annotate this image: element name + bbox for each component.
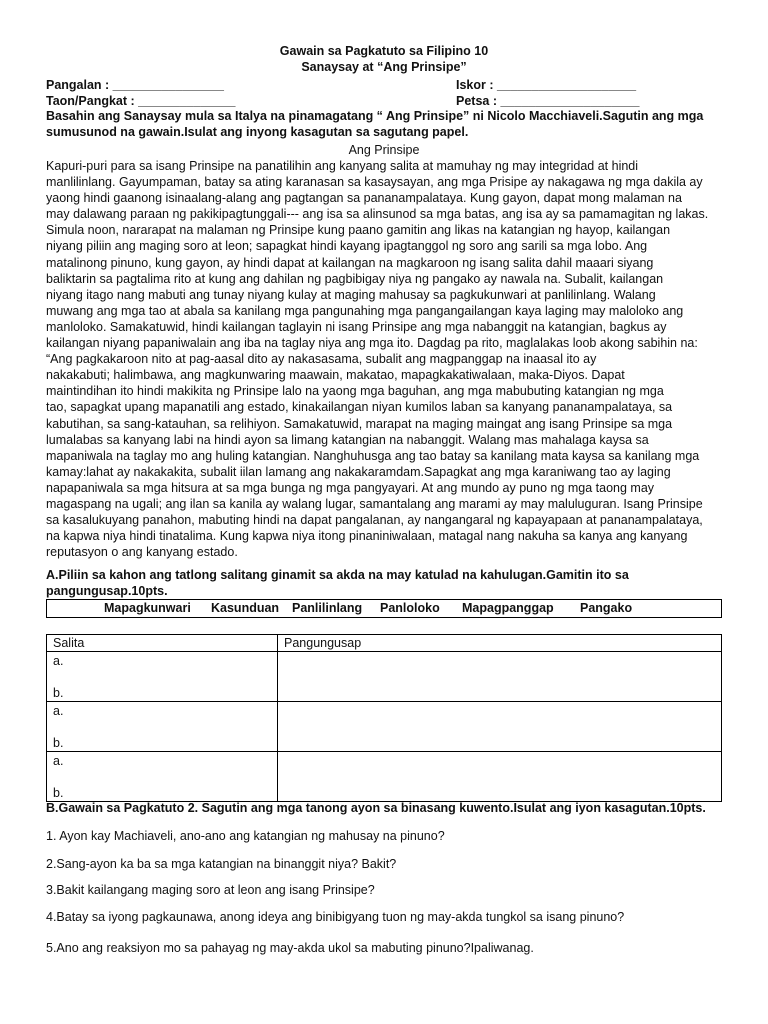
essay-line: lumalabas sa kanyang labi na hindi ayon sa limang katangian na nabanggit. Walang mas mahalaga kaysa sa — [46, 432, 649, 447]
pangungusap-cell — [278, 702, 722, 752]
column-header-pangungusap: Pangungusap — [278, 635, 722, 652]
essay-line: niyang itago nang mabuti ang tunay niyang kulay at maging mahusay sa pagkukunwari at panlilinlang. Walang — [46, 287, 656, 302]
instructions: Basahin ang Sanaysay mula sa Italya na pinamagatang “ Ang Prinsipe” ni Nicolo Macchiaveli.Sagutin ang mga sumusunod na gawain.Isulat ang inyong kasagutan sa sagutang papel. — [46, 109, 704, 139]
essay-line: “Ang pagkakaroon nito at pag-aasal dito ay nakasasama, subalit ang magpanggap na inaasal ito ay — [46, 352, 597, 367]
column-header-salita: Salita — [47, 635, 278, 652]
row-label-a: a. — [53, 654, 64, 668]
taon-pangkat-field: Taon/Pangkat : ______________ — [46, 94, 236, 108]
essay-line: magaspang na ugali; ang ilan sa kanila ay walang lugar, samantalang ang marami ay may maluluguran. Isang Prinsipe — [46, 496, 703, 511]
section-a-instruction: A.Piliin sa kahon ang tatlong salitang ginamit sa akda na may katulad na kahulugan.Gamitin ito sa pangungusap.10pts. — [46, 568, 629, 598]
word-choice: Mapagkunwari — [104, 601, 191, 615]
salita-cell — [47, 652, 278, 702]
worksheet-title: Gawain sa Pagkatuto sa Filipino 10 — [279, 44, 489, 58]
table-header-row — [47, 635, 722, 652]
salita-cell — [47, 752, 278, 802]
essay-line: manlilinlang. Gayumpaman, batay sa ating karanasan sa kasaysayan, ang mga Prisipe ay nakagawa ng mga dakila ay — [46, 175, 703, 190]
answer-table — [46, 634, 722, 802]
table-row — [47, 652, 722, 702]
essay-title: Ang Prinsipe — [348, 143, 420, 157]
question-3: 3.Bakit kailangang maging soro at leon ang isang Prinsipe? — [46, 883, 375, 897]
essay-line: kabutihan, sa sang-katauhan, sa relihiyon. Samakatuwid, marapat na maging maingat ang isang Prinsipe sa mga — [46, 416, 673, 431]
essay-line: muwang ang mga tao at abala sa kanilang mga pangunahing mga pangangailangan kaya laging may maloloko ang — [46, 303, 684, 318]
essay-line: matalinong pinuno, kung gayon, ay hindi dapat at kailangan na magkaroon ng isang salita dahil maaari siyang — [46, 255, 654, 270]
essay-body — [46, 158, 726, 560]
essay-line: maintindihan ito hindi makikita ng Prinsipe lalo na yaong mga baguhan, ang mga mabubuting katangian ng mga — [46, 384, 664, 399]
essay-line: reputasyon o ang kanyang estado. — [46, 545, 238, 560]
row-label-a: a. — [53, 754, 64, 768]
petsa-field: Petsa : ____________________ — [456, 94, 640, 108]
word-choice: Panlilinlang — [292, 601, 363, 615]
table-row — [47, 702, 722, 752]
word-choice: Mapagpanggap — [462, 601, 554, 615]
essay-line: sa kasalukuyang panahon, mabuting hindi na dapat pangalanan, ay nangangaral ng kapayapaan at pananampalataya, — [46, 513, 703, 528]
essay-line: mapaniwala na taglay mo ang huling katangian. Nanghuhusga ang tao batay sa kanilang mata kaysa sa kanilang mga — [46, 448, 700, 463]
essay-line: may dalawang paraan ng pakikipagtunggali--- ang isa sa alinsunod sa mga batas, ang isa ay sa pamamagitan ng lakas. — [46, 207, 709, 222]
worksheet-subtitle: Sanaysay at “Ang Prinsipe” — [301, 60, 467, 74]
word-choice: Panloloko — [380, 601, 440, 615]
salita-cell — [47, 702, 278, 752]
essay-line: tao, sapagkat upang mapanatili ang estado, kinakailangan niyan kumilos laban sa kanyang pananampalataya, sa — [46, 400, 673, 415]
pangungusap-cell — [278, 652, 722, 702]
essay-line: napapaniwala sa mga hitsura at sa mga bunga ng mga pangyayari. At ang mundo ay puno ng mga taong may — [46, 480, 655, 495]
section-b-instruction: B.Gawain sa Pagkatuto 2. Sagutin ang mga tanong ayon sa binasang kuwento.Isulat ang iyon kasagutan.10pts. — [46, 801, 706, 815]
word-choice: Pangako — [580, 601, 633, 615]
table-row — [47, 752, 722, 802]
essay-line: baliktarin sa pagtalima rito at kung ang dahilan ng pagbibigay niya ng pangako ay nawala na. Subalit, kailangan — [46, 271, 664, 286]
essay-line: Kapuri-puri para sa isang Prinsipe na panatilihin ang kanyang salita at mamuhay ng may integridad at hindi — [46, 159, 639, 173]
essay-line: manloloko. Samakatuwid, hindi kailangan taglayin ni isang Prinsipe ang mga nabanggit na katangian, bagkus ay — [46, 319, 667, 334]
row-label-b: b. — [53, 686, 64, 700]
question-4: 4.Batay sa iyong pagkaunawa, anong ideya ang binibigyang tuon ng may-akda tungkol sa isang pinuno? — [46, 910, 625, 924]
question-1: 1. Ayon kay Machiaveli, ano-ano ang katangian ng mahusay na pinuno? — [46, 829, 445, 843]
row-label-a: a. — [53, 704, 64, 718]
essay-line: kamay:lahat ay nakakakita, subalit iilan lamang ang nakakaramdam.Sapagkat ang mga karaniwang tao ay laging — [46, 464, 671, 479]
essay-line: niyang piliin ang maging soro at leon; sapagkat hindi kayang ipagtanggol ng soro ang sarili sa mga lobo. Ang — [46, 239, 648, 254]
row-label-b: b. — [53, 736, 64, 750]
essay-line: kailangan niyang papaniwalain ang iba na taglay niya ang mga ito. Dagdag pa rito, maglalakas loob akong sabihin na: — [46, 336, 698, 351]
essay-line: Simula noon, nararapat na malaman ng Prinsipe kung paano gamitin ang likas na katangian ng hayop, kailangan — [46, 223, 671, 238]
essay-line: na kapwa niya hindi tinatalima. Kung kapwa niya itong pinaniniwalaan, matagal nang nakuha sa kanya ang kanyang — [46, 529, 688, 544]
question-2: 2.Sang-ayon ka ba sa mga katangian na binanggit niya? Bakit? — [46, 857, 397, 871]
essay-line: yaong hindi gaanong isinaalang-alang ang pagtangan sa pananampalataya. Kung gayon, dapat mong malaman na — [46, 191, 682, 206]
word-choice: Kasunduan — [211, 601, 280, 615]
pangalan-field: Pangalan : ________________ — [46, 78, 224, 92]
row-label-b: b. — [53, 786, 64, 800]
essay-line: nakakabuti; halimbawa, ang magkunwaring maawain, makatao, mapagkakatiwalaan, maka-Diyos. Dapat — [46, 368, 625, 383]
pangungusap-cell — [278, 752, 722, 802]
word-choice-box — [46, 599, 722, 618]
question-5: 5.Ano ang reaksiyon mo sa pahayag ng may-akda ukol sa mabuting pinuno?Ipaliwanag. — [46, 941, 534, 955]
iskor-field: Iskor : ____________________ — [456, 78, 637, 92]
